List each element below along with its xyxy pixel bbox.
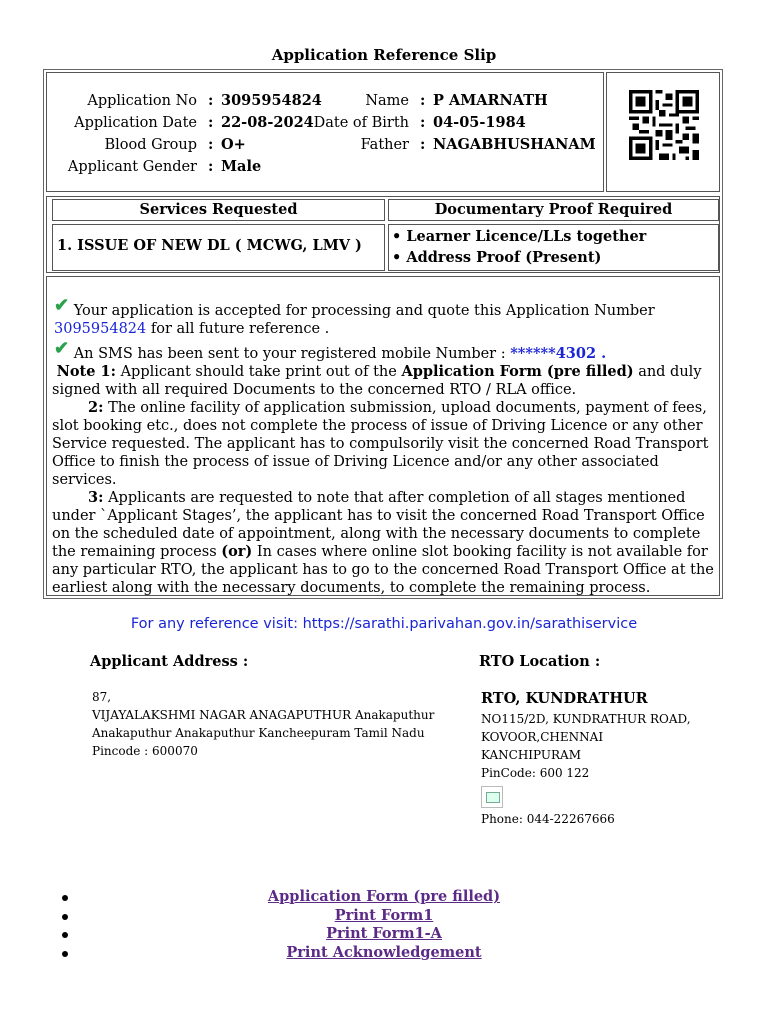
bullet-icon [62,895,68,901]
print-form1-link[interactable]: Print Form1 [334,906,434,924]
reference-slip [43,69,723,599]
colon: : [208,114,214,131]
accepted-text: Your application is accepted for processing and quote this Application Number [73,303,655,319]
colon: : [208,158,214,175]
note1-bold: Application Form (pre filled) [401,363,634,380]
services-header: Services Requested [52,199,385,221]
bullet-icon [62,932,68,938]
rto-name: RTO, KUNDRATHUR [481,690,648,707]
father-value: NAGABHUSHANAM [433,136,596,153]
app-no-label: Application No [87,93,197,109]
rto-address-line: KANCHIPURAM [481,748,581,762]
sms-number: ******4302 . [510,345,607,362]
app-date-label: Application Date [74,115,197,131]
note3-label: 3: [88,489,104,506]
rto-address-line: NO115/2D, KUNDRATHUR ROAD, [481,712,691,726]
note2-text: The online facility of application submission, upload documents, payment of fees, slot booking etc., does not complete the process of issue of Driving Licence or any other Service requested. The applicant has to compulsorily visit the concerned Road Transport Office to finish the process of issue of Driving Licence and/or any other associated services. [52,400,709,488]
proof-list [388,224,719,271]
dob-value: 04-05-1984 [433,114,526,131]
note1-label: Note 1: [56,363,116,380]
qr-code-icon [629,90,699,160]
note3-text-a: Applicants are requested to note that after completion of all stages mentioned under `Applicant Stages’, the applicant has to visit the concerned Road Transport Office on the scheduled date of appointment, along with the necessary documents to complete the remaining process [52,490,705,560]
name-value: P AMARNATH [433,92,548,109]
list-item [0,944,768,963]
rto-address-line: KOVOOR,CHENNAI [481,730,604,744]
info-row-2 [47,112,603,134]
gender-value: Male [221,158,262,175]
proof-header: Documentary Proof Required [388,199,719,221]
list-item [0,888,768,907]
name-label: Name [365,93,409,109]
service-requested: 1. ISSUE OF NEW DL ( MCWG, LMV ) [52,224,385,271]
note-3 [52,489,717,597]
colon: : [208,92,214,109]
colon: : [420,92,426,109]
note1-text-a: Applicant should take print out of the [120,364,397,380]
colon: : [420,114,426,131]
bullet-icon [62,914,68,920]
note-1 [52,363,717,399]
application-number-link: 3095954824 [54,321,147,337]
qr-code-panel [606,72,720,192]
dob-label: Date of Birth [313,115,409,131]
application-form-link[interactable]: Application Form (pre filled) [267,888,501,905]
print-form1a-link[interactable]: Print Form1-A [326,925,442,942]
print-acknowledgement-link[interactable]: Print Acknowledgement [286,943,482,961]
father-label: Father [360,137,409,153]
broken-image-icon [481,786,503,808]
applicant-address-heading: Applicant Address : [90,653,249,670]
blood-group-label: Blood Group [104,137,197,153]
note3-bold: (or) [221,543,253,560]
services-table [46,196,720,273]
note2-label: 2: [88,399,104,416]
proof-item: • Learner Licence/LLs together [392,228,647,245]
notes-panel [46,276,720,596]
gender-label: Applicant Gender [67,159,197,175]
rto-pincode: PinCode: 600 122 [481,766,590,780]
address-line: 87, [92,690,112,704]
check-icon: ✔ [54,338,70,359]
app-date-value: 22-08-2024 [221,114,314,131]
note1-text-b: and duly signed with all required Documents to the concerned RTO / RLA office. [52,364,702,398]
address-line: VIJAYALAKSHMI NAGAR ANAGAPUTHUR Anakaputhur [92,708,435,722]
info-row-3 [47,134,603,156]
accepted-message [54,295,717,338]
sms-text: An SMS has been sent to your registered mobile Number : [73,346,506,362]
rto-phone: Phone: 044-22267666 [481,812,615,826]
list-item [0,907,768,926]
applicant-info-panel [46,72,604,192]
colon: : [208,136,214,153]
blood-group-value: O+ [221,136,246,153]
rto-location [481,688,731,828]
accepted-suffix: for all future reference . [150,321,330,337]
reference-link[interactable]: For any reference visit: https://sarathi.parivahan.gov.in/sarathiservice [130,616,638,632]
action-links [0,888,768,962]
note-2 [52,399,717,489]
page-title: Application Reference Slip [271,46,497,64]
check-icon: ✔ [54,295,70,316]
rto-location-heading: RTO Location : [479,653,601,670]
sms-message [54,338,717,363]
note3-text-b: In cases where online slot booking facility is not available for any particular RTO, the applicant has to go to the concerned Road Transport Office at the earliest along with the necessary documents, to complete the remaining process. [52,544,714,596]
bullet-icon [62,951,68,957]
proof-item: • Address Proof (Present) [392,249,602,266]
address-line: Anakaputhur Anakaputhur Kancheepuram Tamil Nadu [92,726,425,740]
colon: : [420,136,426,153]
list-item [0,925,768,944]
info-row-1 [47,90,603,112]
applicant-address [92,688,442,760]
app-no-value: 3095954824 [221,92,322,109]
address-line: Pincode : 600070 [92,744,198,758]
info-row-4 [47,156,603,178]
